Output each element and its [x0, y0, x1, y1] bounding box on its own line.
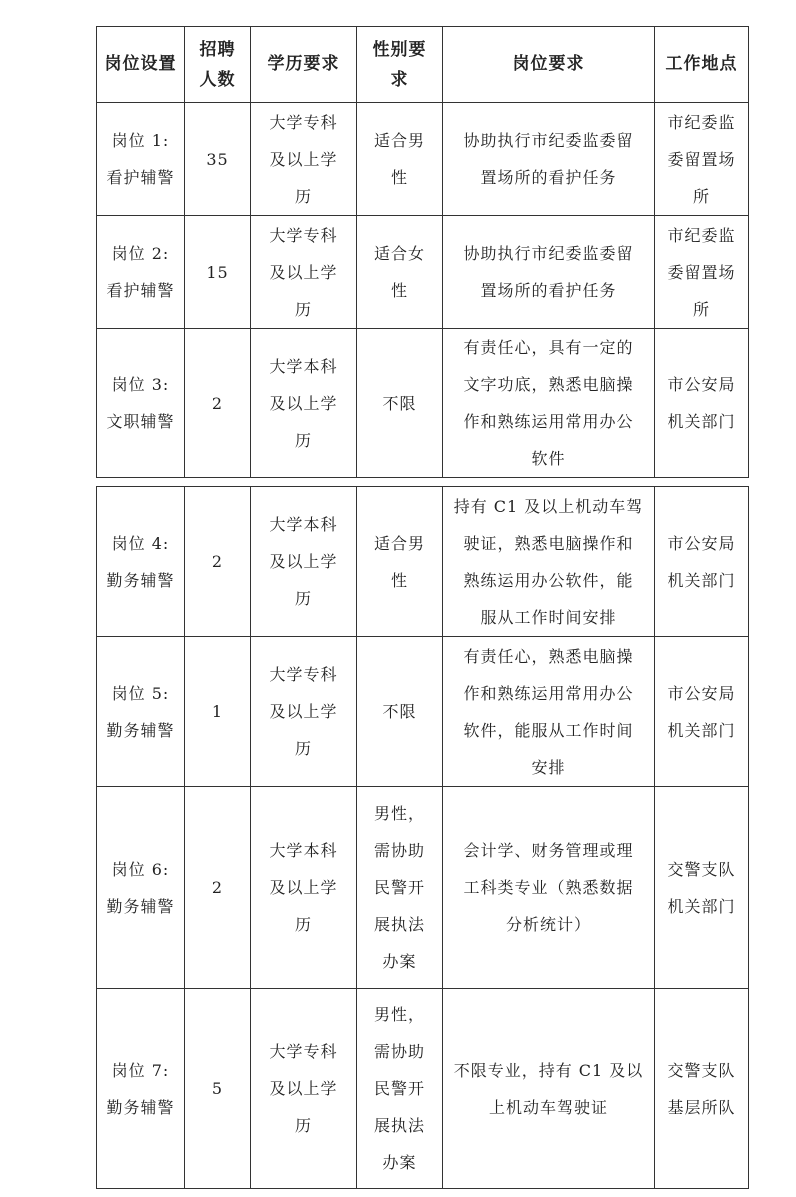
- table-row: [97, 103, 749, 216]
- cell-count: 1: [185, 637, 251, 787]
- cell-location: 交警支队 基层所队: [655, 989, 749, 1189]
- table-row: [97, 989, 749, 1189]
- header-position: 岗位设置: [97, 27, 185, 103]
- cell-location: 市公安局 机关部门: [655, 637, 749, 787]
- cell-education: 大学专科 及以上学 历: [251, 637, 357, 787]
- header-requirement: 岗位要求: [443, 27, 655, 103]
- cell-location: 市公安局 机关部门: [655, 487, 749, 637]
- cell-education: 大学本科 及以上学 历: [251, 329, 357, 478]
- cell-location: 市公安局 机关部门: [655, 329, 749, 478]
- cell-requirement: 有责任心，熟悉电脑操 作和熟练运用常用办公 软件，能服从工作时间 安排: [443, 637, 655, 787]
- cell-location: 市纪委监 委留置场 所: [655, 216, 749, 329]
- header-row: [97, 27, 749, 103]
- table-row: [97, 787, 749, 989]
- cell-position: 岗位 1: 看护辅警: [97, 103, 185, 216]
- cell-count: 35: [185, 103, 251, 216]
- cell-requirement: 不限专业，持有 C1 及以 上机动车驾驶证: [443, 989, 655, 1189]
- header-location: 工作地点: [655, 27, 749, 103]
- cell-requirement: 协助执行市纪委监委留 置场所的看护任务: [443, 103, 655, 216]
- table-row: [97, 329, 749, 478]
- header-gender: 性别要 求: [357, 27, 443, 103]
- cell-gender: 男性， 需协助 民警开 展执法 办案: [357, 787, 443, 989]
- header-education: 学历要求: [251, 27, 357, 103]
- cell-requirement: 协助执行市纪委监委留 置场所的看护任务: [443, 216, 655, 329]
- cell-education: 大学专科 及以上学 历: [251, 216, 357, 329]
- cell-location: 市纪委监 委留置场 所: [655, 103, 749, 216]
- recruitment-table-part-2: [96, 486, 749, 1189]
- cell-gender: 适合男 性: [357, 103, 443, 216]
- cell-count: 2: [185, 329, 251, 478]
- cell-gender: 不限: [357, 329, 443, 478]
- cell-requirement: 有责任心，具有一定的 文字功底，熟悉电脑操 作和熟练运用常用办公 软件: [443, 329, 655, 478]
- table-row: [97, 216, 749, 329]
- cell-education: 大学专科 及以上学 历: [251, 103, 357, 216]
- cell-gender: 适合女 性: [357, 216, 443, 329]
- cell-count: 15: [185, 216, 251, 329]
- table-row: [97, 487, 749, 637]
- cell-position: 岗位 7: 勤务辅警: [97, 989, 185, 1189]
- cell-requirement: 持有 C1 及以上机动车驾 驶证，熟悉电脑操作和 熟练运用办公软件，能 服从工作时间安排: [443, 487, 655, 637]
- cell-requirement: 会计学、财务管理或理 工科类专业（熟悉数据 分析统计）: [443, 787, 655, 989]
- cell-position: 岗位 4: 勤务辅警: [97, 487, 185, 637]
- cell-gender: 不限: [357, 637, 443, 787]
- cell-location: 交警支队 机关部门: [655, 787, 749, 989]
- cell-position: 岗位 2: 看护辅警: [97, 216, 185, 329]
- cell-position: 岗位 3: 文职辅警: [97, 329, 185, 478]
- cell-gender: 男性， 需协助 民警开 展执法 办案: [357, 989, 443, 1189]
- cell-position: 岗位 6: 勤务辅警: [97, 787, 185, 989]
- header-count: 招聘 人数: [185, 27, 251, 103]
- cell-count: 5: [185, 989, 251, 1189]
- cell-position: 岗位 5: 勤务辅警: [97, 637, 185, 787]
- cell-count: 2: [185, 787, 251, 989]
- cell-gender: 适合男 性: [357, 487, 443, 637]
- recruitment-table-part-1: [96, 26, 749, 478]
- table-row: [97, 637, 749, 787]
- cell-education: 大学本科 及以上学 历: [251, 487, 357, 637]
- cell-education: 大学专科 及以上学 历: [251, 989, 357, 1189]
- cell-education: 大学本科 及以上学 历: [251, 787, 357, 989]
- cell-count: 2: [185, 487, 251, 637]
